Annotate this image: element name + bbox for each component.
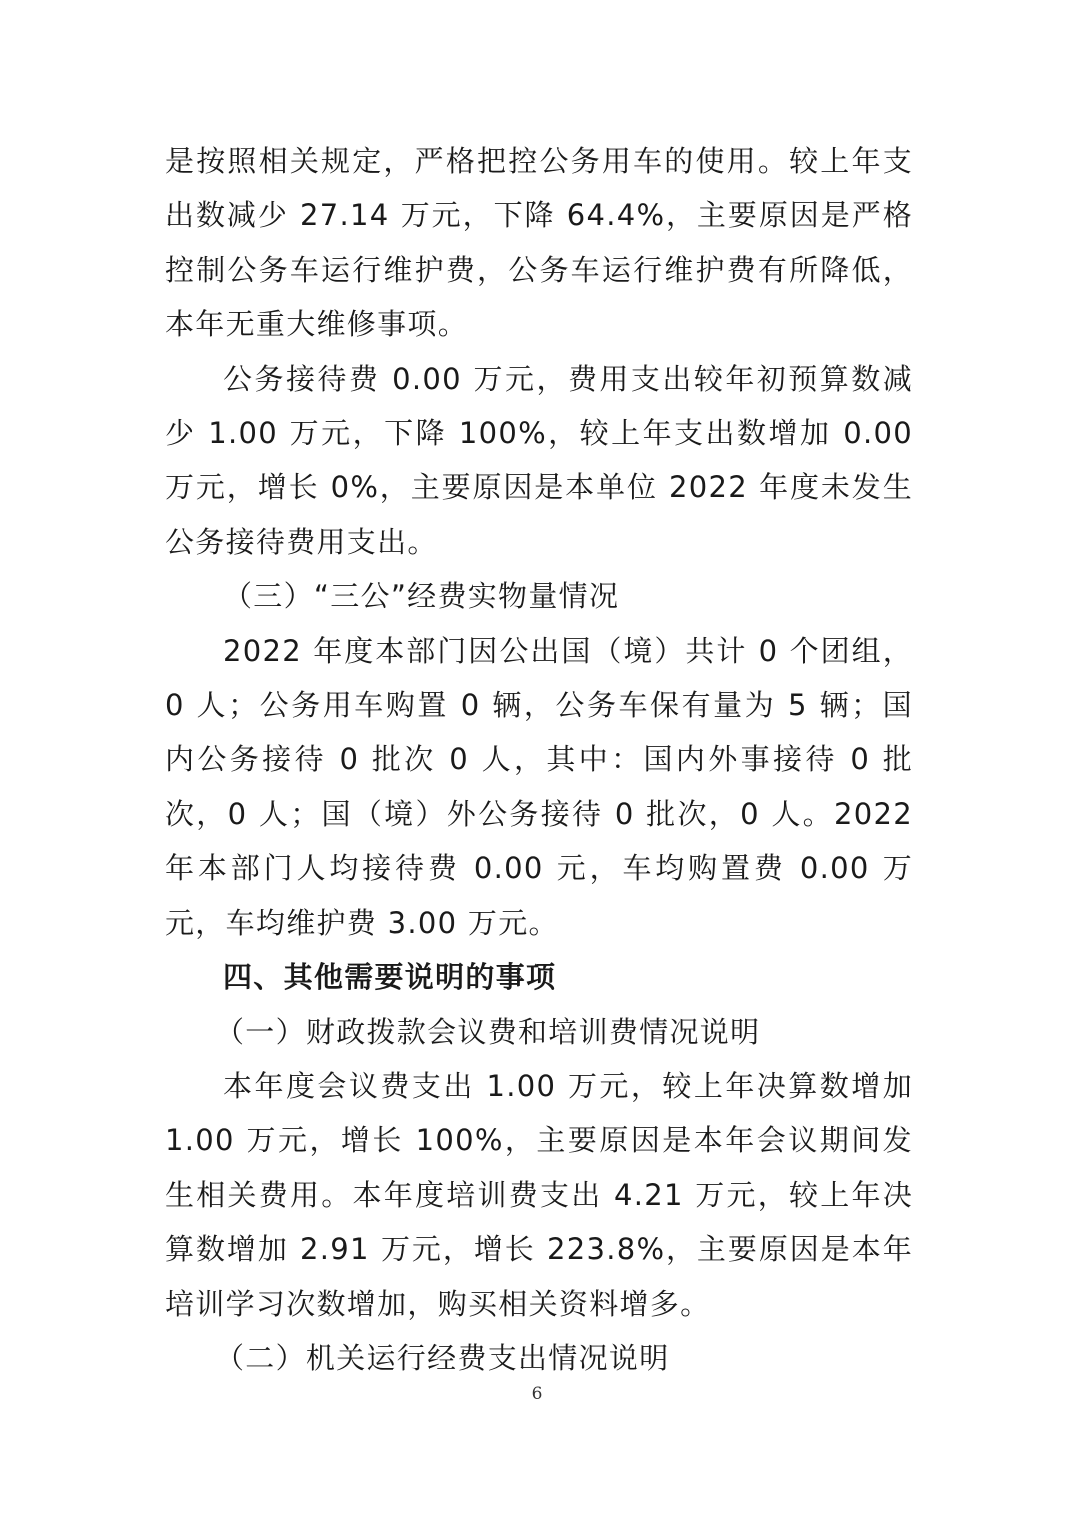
paragraph-reception-expense: 公务接待费 0.00 万元，费用支出较年初预算数减少 1.00 万元，下降 100%，较上年支出数增加 0.00 万元，增长 0%，主要原因是本单位 2022 年度未发生公务接待费用支出。 (165, 361, 913, 559)
subheading-three-public-quantity: （三）“三公”经费实物量情况 (223, 579, 620, 614)
document-body (165, 134, 913, 1385)
paragraph-vehicle-expense-continued: 是按照相关规定，严格把控公务用车的使用。较上年支出数减少 27.14 万元，下降 64.4%，主要原因是严格控制公务车运行维护费，公务车运行维护费有所降低，本年无重大维修事项。 (165, 144, 913, 342)
subheading-meeting-training: （一）财政拨款会议费和培训费情况说明 (215, 1014, 761, 1049)
page-number: 6 (531, 1384, 543, 1404)
subheading-operating-expense: （二）机关运行经费支出情况说明 (215, 1340, 670, 1375)
paragraph-quantity-details: 2022 年度本部门因公出国（境）共计 0 个团组，0 人；公务用车购置 0 辆，公务车保有量为 5 辆；国内公务接待 0 批次 0 人，其中：国内外事接待 0 批次，0 人；国（境）外公务接待 0 批次，0 人。2022 年本部门人均接待费 0.00 元，车均购置费 0.00 万元，车均维护费 3.00 万元。 (165, 633, 913, 940)
paragraph-meeting-training-details: 本年度会议费支出 1.00 万元，较上年决算数增加 1.00 万元，增长 100%，主要原因是本年会议期间发生相关费用。本年度培训费支出 4.21 万元，较上年决算数增加 2.91 万元，增长 223.8%，主要原因是本年培训学习次数增加，购买相关资料增多。 (165, 1068, 913, 1321)
section-heading-other-matters: 四、其他需要说明的事项 (223, 960, 557, 995)
